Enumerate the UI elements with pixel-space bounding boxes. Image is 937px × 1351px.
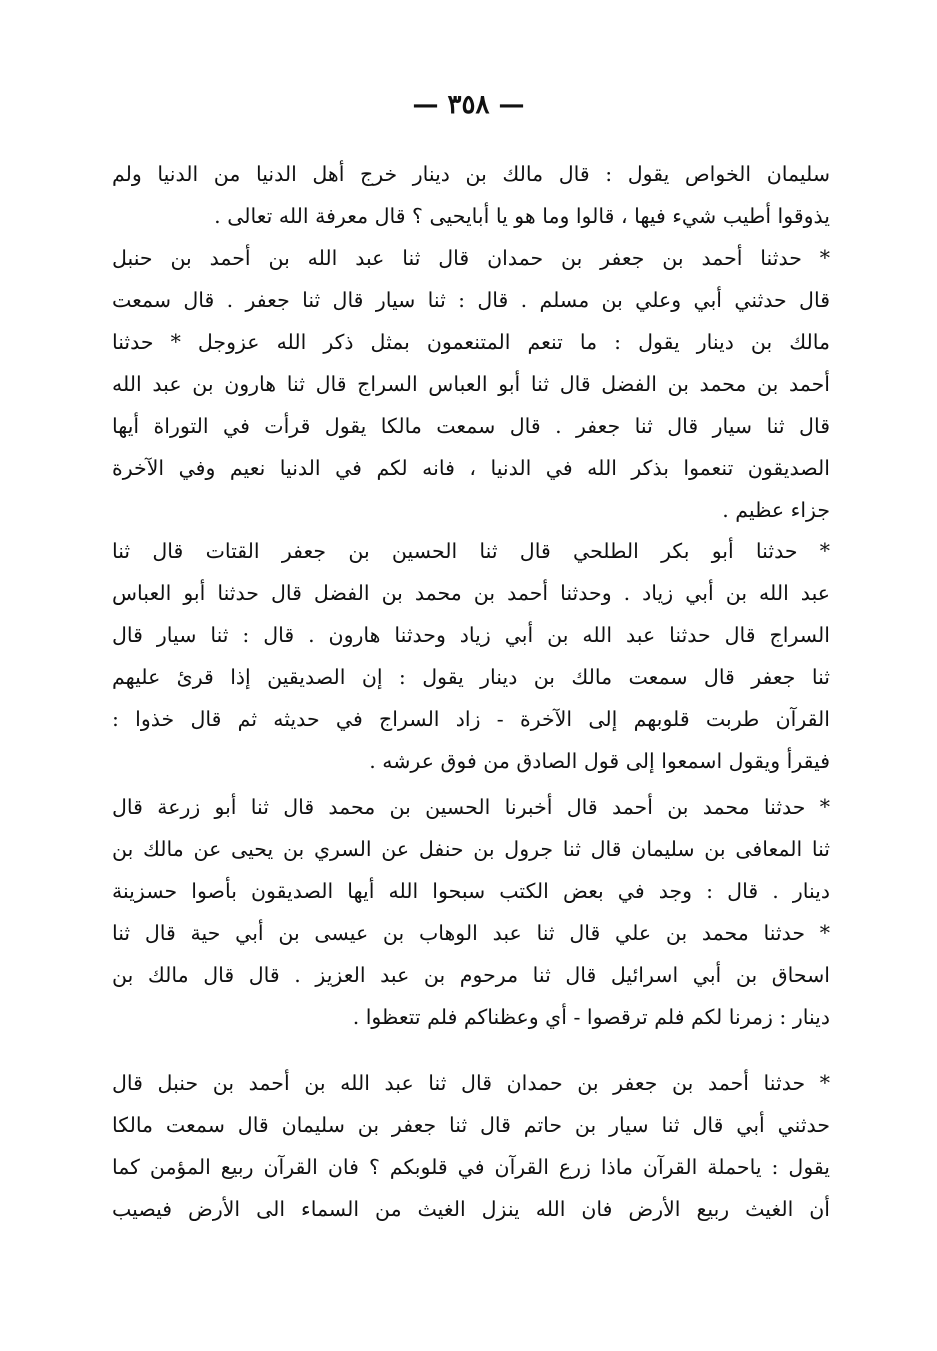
paragraph-2 <box>112 237 830 531</box>
text-line: دينار . قال : وجد في بعض الكتب سبحوا الله أيها الصديقون بأصوا حسزينة <box>112 879 830 903</box>
paragraph-1 <box>112 153 830 237</box>
text-line: جزاء عظيم . <box>722 498 830 522</box>
text-line: * حدثنا محمد بن أحمد قال أخبرنا الحسين بن محمد قال ثنا أبو زرعة قال <box>112 795 830 819</box>
paragraph-4 <box>112 786 830 1038</box>
text-line: * حدثنا أحمد بن جعفر بن حمدان قال ثنا عبد الله بن أحمد بن حنبل قال <box>112 1071 830 1095</box>
paragraph-3 <box>112 530 830 782</box>
text-line: * حدثنا أبو بكر الطلحي قال ثنا الحسين بن جعفر القتات قال ثنا <box>112 539 830 563</box>
text-line: مالك بن دينار يقول : ما تنعم المتنعمون بمثل ذكر الله عزوجل * حدثنا <box>112 330 830 354</box>
text-line: فيقرأ ويقول اسمعوا إلى قول الصادق من فوق عرشه . <box>369 749 830 773</box>
text-line: اسحاق بن أبي اسرائيل قال ثنا مرحوم بن عبد العزيز . قال قال مالك بن <box>112 963 830 987</box>
text-line: يقول : ياحملة القرآن ماذا زرع القرآن في قلوبكم ؟ فان القرآن ربيع المؤمن كما <box>112 1155 830 1179</box>
text-line: * حدثنا أحمد بن جعفر بن حمدان قال ثنا عبد الله بن أحمد بن حنبل <box>112 246 830 270</box>
text-line: * حدثنا محمد بن علي قال ثنا عبد الوهاب بن عيسى بن أبي حية قال ثنا <box>112 921 830 945</box>
page-number: — ٣٥٨ — <box>412 90 525 120</box>
text-line: يذوقوا أطيب شيء فيها ، قالوا وما هو يا أبايحيى ؟ قال معرفة الله تعالى . <box>214 204 830 228</box>
text-line: ثنا جعفر قال سمعت مالك بن دينار يقول : إن الصديقين إذا قرئ عليهم <box>112 665 830 689</box>
text-line: قال حدثني أبي وعلي بن مسلم . قال : ثنا سيار قال ثنا جعفر . قال سمعت <box>112 288 830 312</box>
text-line: قال ثنا سيار قال ثنا جعفر . قال سمعت مالكا يقول قرأت في التوراة أيها <box>112 414 830 438</box>
text-line: دينار : زمرنا لكم فلم ترقصوا - أي وعظناكم فلم تتعظوا . <box>352 1005 830 1029</box>
text-line: السراج قال حدثنا عبد الله بن أبي زياد وحدثنا هارون . قال : ثنا سيار قال <box>112 623 830 647</box>
text-line: القرآن طربت قلوبهم إلى الآخرة - زاد السراج في حديثه ثم قال خذوا : <box>112 707 830 731</box>
text-line: سليمان الخواص يقول : قال مالك بن دينار خرج أهل الدنيا من الدنيا ولم <box>112 162 830 186</box>
text-line: أحمد بن محمد بن الفضل قال ثنا أبو العباس السراج قال ثنا هارون بن عبد الله <box>112 372 830 396</box>
text-line: حدثني أبي قال ثنا سيار بن حاتم قال ثنا جعفر بن سليمان قال سمعت مالكا <box>112 1113 830 1137</box>
text-line: عبد الله بن أبي زياد . وحدثنا أحمد بن محمد بن الفضل قال حدثنا أبو العباس <box>112 581 830 605</box>
paragraph-5 <box>112 1062 830 1230</box>
text-line: أن الغيث ربيع الأرض فان الله ينزل الغيث من السماء الى الأرض فيصيب <box>112 1197 830 1221</box>
text-line: ثنا المعافى بن سليمان قال ثنا جرول بن حنفل عن السري بن يحيى عن مالك بن <box>112 837 830 861</box>
text-line: الصديقون تنعموا بذكر الله في الدنيا ، فانه لكم في الدنيا نعيم وفي الآخرة <box>112 456 830 480</box>
